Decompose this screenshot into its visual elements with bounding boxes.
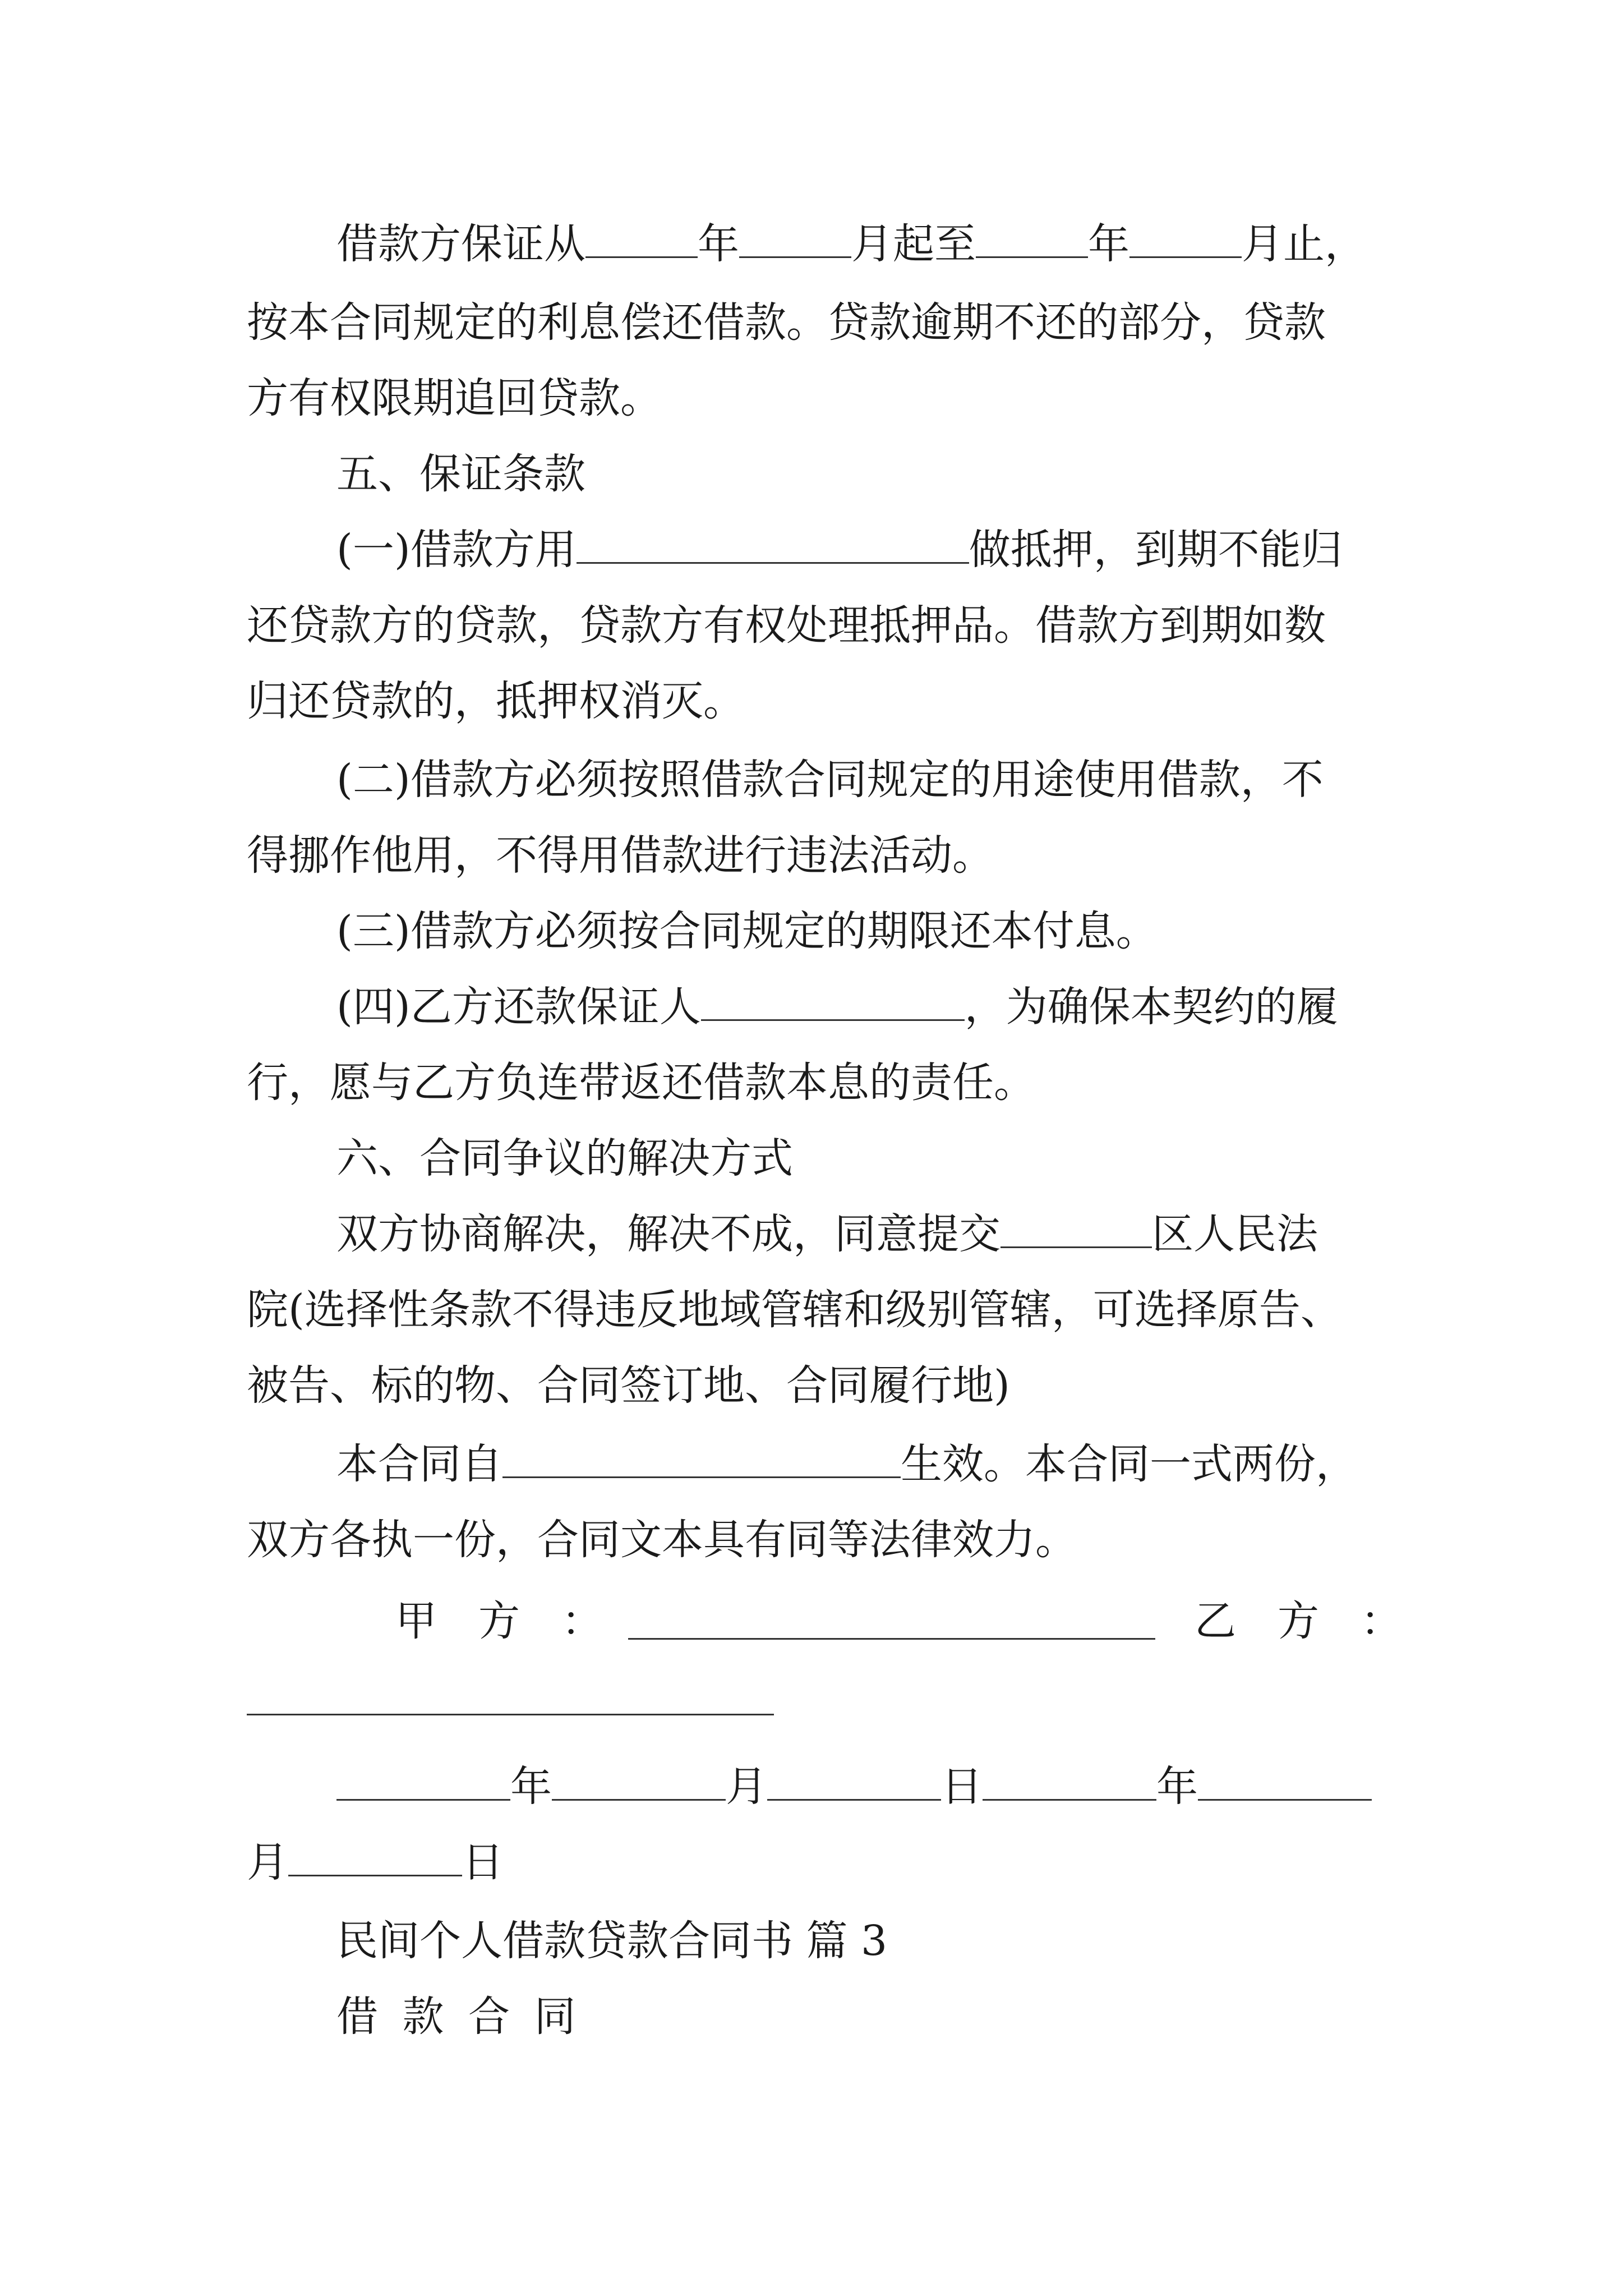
contract-label: 借 款 合 同 xyxy=(336,1993,582,2041)
paragraph-line: 双方各执一份，合同文本具有同等法律效力。 xyxy=(247,1516,1077,1564)
clause-4-line xyxy=(336,979,1338,1035)
clause-1-line xyxy=(336,522,1343,578)
paragraph-line: 按本合同规定的利息偿还借款。贷款逾期不还的部分，贷款 xyxy=(247,298,1326,347)
effect-text: 本合同自 xyxy=(336,1440,502,1488)
paragraph-line: 归还贷款的，抵押权消灭。 xyxy=(247,677,745,725)
month-from-to-label: 月起至 xyxy=(851,220,976,268)
court-district-blank xyxy=(1000,1212,1152,1248)
day-label: 日 xyxy=(462,1838,504,1887)
start-month-blank xyxy=(739,222,851,258)
party-b-signature-line xyxy=(247,1714,774,1715)
repayment-text-start: 借款方保证从 xyxy=(336,220,585,268)
year-label: 年 xyxy=(510,1763,552,1811)
collateral-blank xyxy=(577,527,969,564)
year-blank xyxy=(983,1764,1156,1801)
effect-text-end: 生效。本合同一式两份， xyxy=(901,1440,1357,1488)
day-blank xyxy=(288,1840,462,1876)
party-a-label: 甲 方 ： xyxy=(395,1597,603,1645)
month-label: 月 xyxy=(247,1838,288,1887)
section-heading: 六、合同争议的解决方式 xyxy=(336,1134,793,1182)
guarantor-blank xyxy=(701,984,965,1021)
dispute-text-end: 区人民法 xyxy=(1152,1210,1318,1258)
clause-4-text: (四)乙方还款保证人 xyxy=(336,983,701,1031)
paragraph-line: 被告、标的物、合同签订地、合同履行地) xyxy=(247,1361,1010,1410)
month-blank xyxy=(1198,1764,1372,1801)
year-blank xyxy=(336,1764,510,1801)
paragraph-line: 得挪作他用，不得用借款进行违法活动。 xyxy=(247,831,994,880)
year-label: 年 xyxy=(1088,220,1129,268)
clause-1-text-end: 做抵押，到期不能归 xyxy=(969,526,1343,574)
start-year-blank xyxy=(585,222,698,258)
day-blank xyxy=(767,1764,941,1801)
effect-line xyxy=(336,1436,1357,1492)
day-label: 日 xyxy=(941,1763,983,1811)
year-label: 年 xyxy=(698,220,739,268)
dispute-line xyxy=(336,1206,1318,1262)
next-contract-title: 民间个人借款贷款合同书 篇 3 xyxy=(336,1917,888,1965)
clause-3-line: (三)借款方必须按合同规定的期限还本付息。 xyxy=(336,907,1158,955)
month-end-label: 月止， xyxy=(1242,220,1366,268)
clause-2-line: (二)借款方必须按照借款合同规定的用途使用借款，不 xyxy=(336,756,1324,804)
month-label: 月 xyxy=(726,1763,767,1811)
clause-1-text: (一)借款方用 xyxy=(336,526,577,574)
end-year-blank xyxy=(976,222,1088,258)
paragraph-line: 还贷款方的贷款，贷款方有权处理抵押品。借款方到期如数 xyxy=(247,601,1326,650)
repayment-period-line xyxy=(336,216,1366,272)
section-heading: 五、保证条款 xyxy=(336,450,585,498)
dispute-text: 双方协商解决，解决不成，同意提交 xyxy=(336,1210,1000,1258)
date-line-continued xyxy=(247,1834,504,1890)
paragraph-line: 院(选择性条款不得违反地域管辖和级别管辖，可选择原告、 xyxy=(247,1286,1342,1334)
clause-4-text-end: ，为确保本契约的履 xyxy=(964,983,1338,1031)
party-a-signature-line xyxy=(628,1638,1155,1640)
paragraph-line: 行，愿与乙方负连带返还借款本息的责任。 xyxy=(247,1059,1035,1107)
end-month-blank xyxy=(1129,222,1242,258)
date-line xyxy=(336,1759,1372,1815)
month-blank xyxy=(552,1764,726,1801)
party-b-label: 乙 方 ： xyxy=(1195,1597,1402,1645)
year-label: 年 xyxy=(1156,1763,1198,1811)
effective-date-blank xyxy=(502,1442,901,1478)
paragraph-line: 方有权限期追回贷款。 xyxy=(247,374,662,422)
